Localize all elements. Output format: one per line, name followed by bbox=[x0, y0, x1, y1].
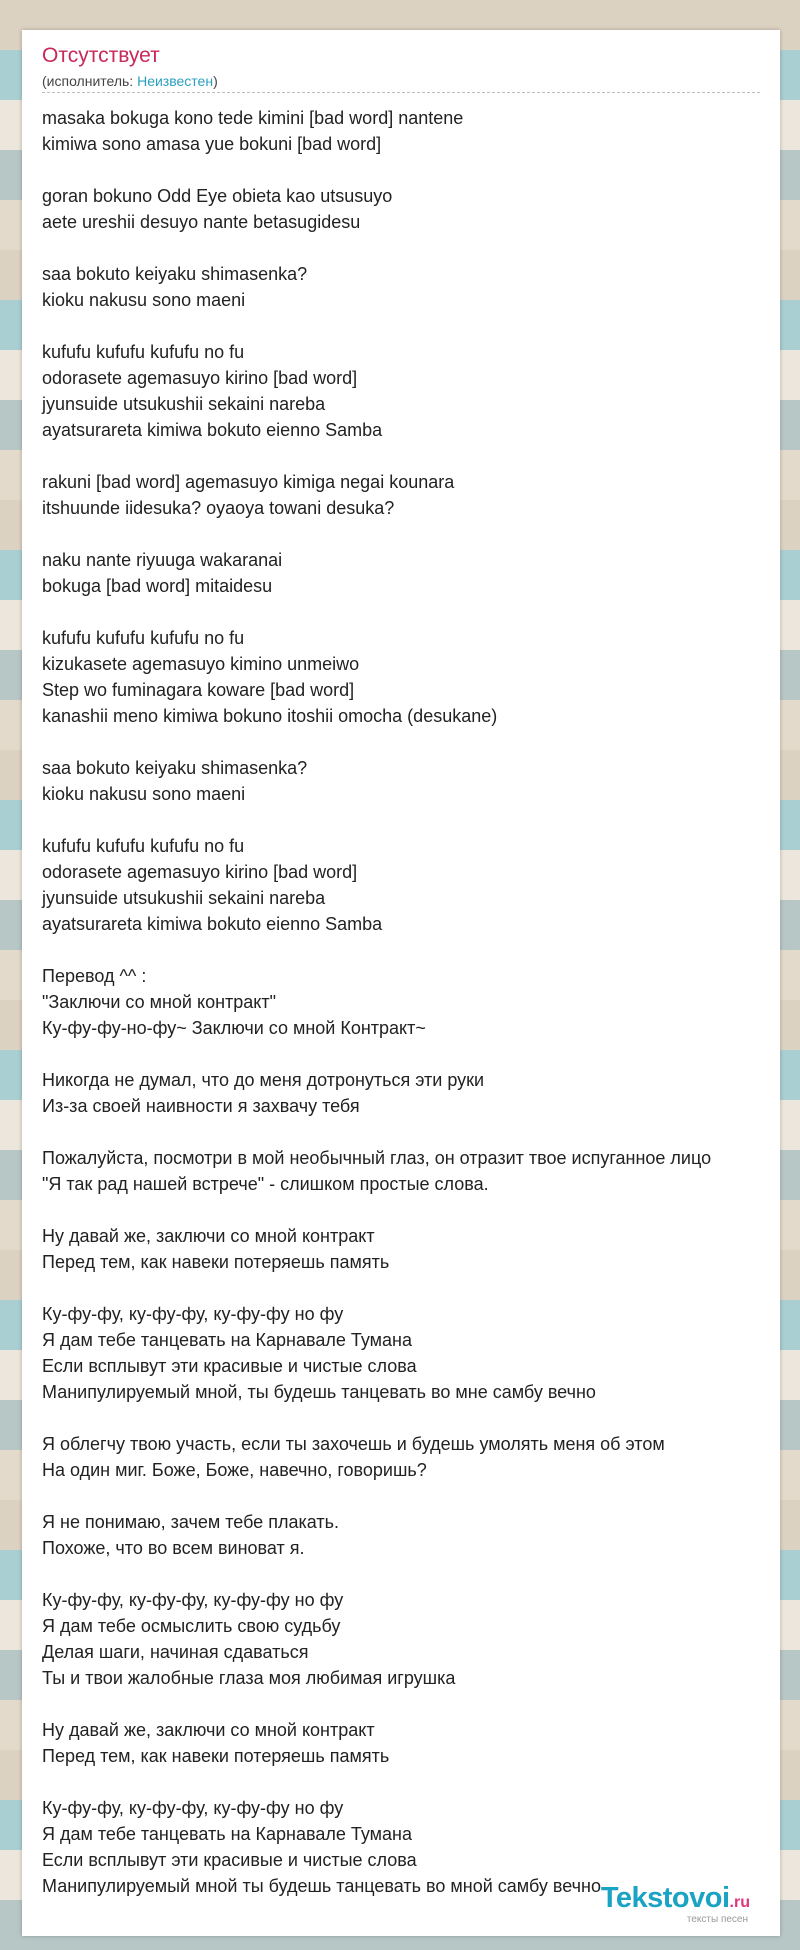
lyrics-card bbox=[22, 30, 780, 1936]
artist-suffix: ) bbox=[213, 73, 218, 89]
header-divider bbox=[42, 92, 760, 93]
logo-tld: .ru bbox=[729, 1894, 750, 1911]
logo-name: Tekstovoi bbox=[600, 1882, 730, 1914]
artist-link[interactable]: Неизвестен bbox=[137, 73, 214, 89]
artist-line bbox=[42, 73, 218, 89]
song-title: Отсутствует bbox=[42, 44, 160, 67]
artist-prefix: (исполнитель: bbox=[42, 73, 138, 89]
logo-tagline: тексты песен bbox=[686, 1914, 748, 1925]
site-logo[interactable] bbox=[600, 1882, 750, 1925]
lyrics-text: masaka bokuga kono tede kimini [bad word] nantene kimiwa sono amasa yue bokuni [bad word] goran bokuno Odd Eye obieta kao utsusuyo aete ureshii desuyo nante betasugidesu saa bokuto keiyaku shimasenka? kioku nakusu sono maeni kufufu kufufu kufufu no fu odorasete agemasuyo kirino [bad word] jyunsuide utsukushii sekaini nareba ayatsurareta kimiwa bokuto eienno Samba rakuni [bad word] agemasuyo kimiga negai kounara itshuunde iidesuka? oyaoya towani desuka? naku nante riyuuga wakaranai bokuga [bad word] mitaidesu kufufu kufufu kufufu no fu kizukasete agemasuyo kimino unmeiwo Step wo fuminagara koware [bad word] kanashii meno kimiwa bokuno itoshii omocha (desukane) saa bokuto keiyaku shimasenka? kioku nakusu sono maeni kufufu kufufu kufufu no fu odorasete agemasuyo kirino [bad word] jyunsuide utsukushii sekaini nareba ayatsurareta kimiwa bokuto eienno Samba Перевод ^^ : "Заключи со мной контракт" Ку-фу-фу-но-фу~ Заключи со мной Контракт~ Никогда не думал, что до меня дотронуться эти руки Из-за своей наивности я захвачу тебя Пожалуйста, посмотри в мой необычный глаз, он отразит твое испуганное лицо "Я так рад нашей встрече" - слишком простые слова. Ну давай же, заключи со мной контракт Перед тем, как навеки потеряешь память Ку-фу-фу, ку-фу-фу, ку-фу-фу но фу Я дам тебе танцевать на Карнавале Тумана Если всплывут эти красивые и чистые слова Манипулируемый мной, ты будешь танцевать во мне самбу вечно Я облегчу твою участь, если ты захочешь и будешь умолять меня об этом На один миг. Боже, Боже, навечно, говоришь? Я не понимаю, зачем тебе плакать. Похоже, что во всем виноват я. Ку-фу-фу, ку-фу-фу, ку-фу-фу но фу Я дам тебе осмыслить свою судьбу Делая шаги, начиная сдаваться Ты и твои жалобные глаза моя любимая игрушка Ну давай же, заключи со мной контракт Перед тем, как навеки потеряешь память Ку-фу-фу, ку-фу-фу, ку-фу-фу но фу Я дам тебе танцевать на Карнавале Тумана Если всплывут эти красивые и чистые слова Манипулируемый мной ты будешь танцевать во мной самбу вечно bbox=[42, 108, 712, 1896]
